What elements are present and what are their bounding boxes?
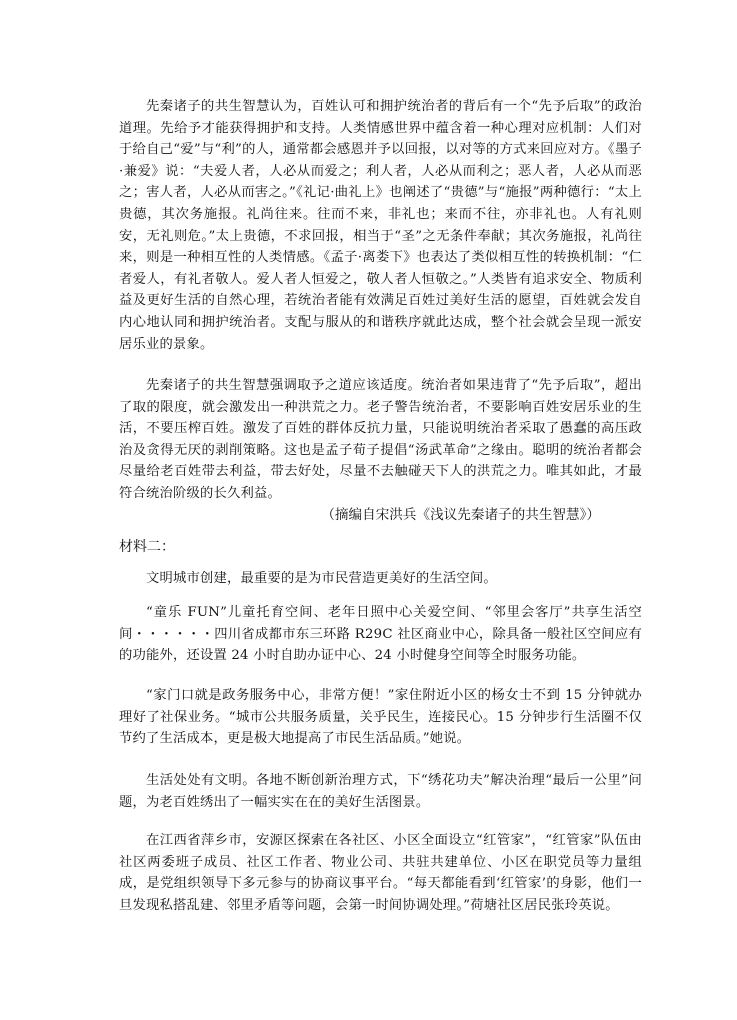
material-two-paragraph-4: 生活处处有文明。各地不断创新治理方式，下“绣花功夫”解决治理“最后一公里”问题，为老百姓绣出了一幅实实在在的美好生活图景。 [119, 773, 642, 810]
material-two-paragraph-2: “童乐 FUN”儿童托育空间、老年日照中心关爱空间、“邻里会客厅”共享生活空间・・・・・・四川省成都市东三环路 R29C 社区商业中心，除具备一般社区空间应有的功能外，还设置 24 小时自助办证中心、24 小时健身空间等全时服务功能。 [119, 605, 642, 664]
material-two-paragraph-3: “家门口就是政务服务中心，非常方便！”家住附近小区的杨女士不到 15 分钟就办理好了社保业务。“城市公共服务质量，关乎民生，连接民心。15 分钟步行生活圈不仅节约了生活成本，更是极大地提高了市民生活品质。”她说。 [119, 688, 642, 747]
material-two-heading: 材料二： [119, 539, 175, 555]
material-two-paragraph-5: 在江西省萍乡市，安源区探索在各社区、小区全面设立“红管家”，“红管家”队伍由社区两委班子成员、社区工作者、物业公司、共驻共建单位、小区在职党员等力量组成，是党组织领导下多元参与的协商议事平台。“每天都能看到‘红管家’的身影，他们一旦发现私搭乱建、邻里矛盾等问题，会第一时间协调处理。”荷塘社区居民张玲英说。 [119, 833, 642, 913]
material-one-source: （摘编自宋洪兵《浅议先秦诸子的共生智慧》） [321, 507, 600, 523]
material-one-paragraph-2: 先秦诸子的共生智慧强调取予之道应该适度。统治者如果违背了“先予后取”，超出了取的限度，就会激发出一种洪荒之力。老子警告统治者，不要影响百姓安居乐业的生活，不要压榨百姓。激发了百姓的群体反抗力量，只能说明统治者采取了愚蠢的高压政治及贪得无厌的剥削策略。这也是孟子荀子提倡“汤武革命”之缘由。聪明的统治者都会尽量给老百姓带去利益，带去好处，尽量不去触碰天下人的洪荒之力。唯其如此，才最符合统治阶级的长久利益。 [119, 378, 642, 501]
material-two-paragraph-1: 文明城市创建，最重要的是为市民营造更美好的生活空间。 [146, 571, 497, 586]
material-one-paragraph-1: 先秦诸子的共生智慧认为，百姓认可和拥护统治者的背后有一个“先予后取”的政治道理。先给予才能获得拥护和支持。人类情感世界中蕴含着一种心理对应机制：人们对于给自己“爱”与“利”的人，通常都会感恩并予以回报，以对等的方式来回应对方。《墨子·兼爱》说：“夫爱人者，人必从而爱之；利人者，人必从而利之；恶人者，人必从而恶之；害人者，人必从而害之。”《礼记·曲礼上》也阐述了“贵德”与“施报”两种德行：“太上贵德，其次务施报。礼尚往来。往而不来，非礼也；来而不往，亦非礼也。人有礼则安，无礼则危。”太上贵德，不求回报，相当于“圣”之无条件奉献；其次务施报，礼尚往来，则是一种相互性的人类情感。《孟子·离娄下》也表达了类似相互性的转换机制：“仁者爱人，有礼者敬人。爱人者人恒爱之，敬人者人恒敬之。”人类皆有追求安全、物质利益及更好生活的自然心理，若统治者能有效满足百姓过美好生活的愿望，百姓就会发自内心地认同和拥护统治者。支配与服从的和谐秩序就此达成，整个社会就会呈现一派安居乐业的景象。 [119, 99, 642, 352]
